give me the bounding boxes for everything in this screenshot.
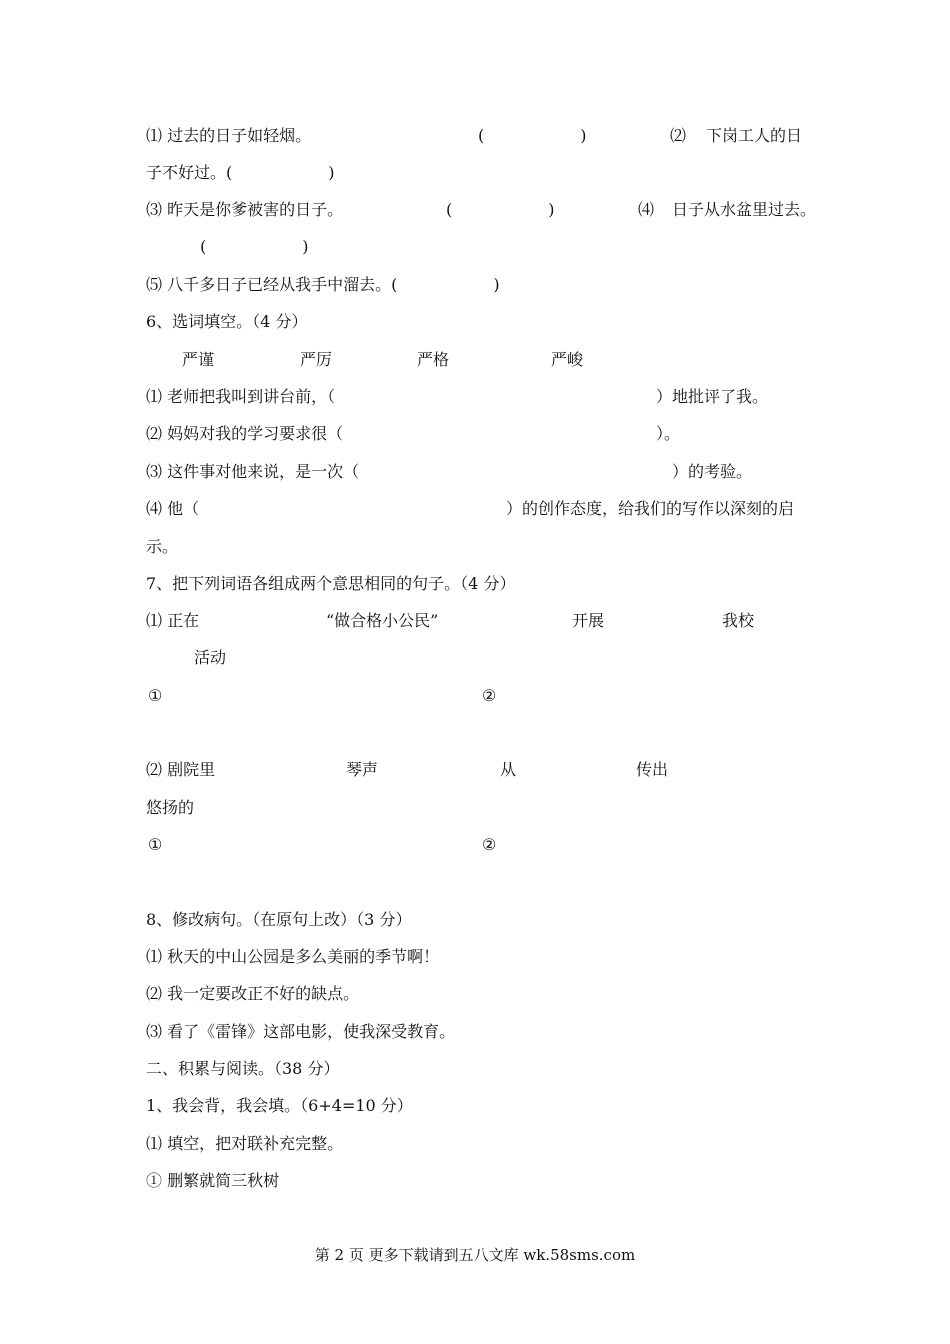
q7-g1-word: 开展 — [572, 611, 605, 630]
q6-s3-start: ⑶ 这件事对他来说，是一次（ — [146, 462, 360, 481]
q6-s4-cont: 示。 — [146, 537, 179, 556]
q8-sentence-3: ⑶ 看了《雷锋》这部电影，使我深受教育。 — [146, 1022, 456, 1041]
part2-q1-sub1: ⑴ 填空，把对联补充完整。 — [146, 1134, 344, 1153]
q7-g1-answer-2[interactable]: ② — [482, 686, 497, 705]
q6-word-option: 严厉 — [300, 350, 333, 369]
page-footer: 第 2 页 更多下载请到五八文库 wk.58sms.com — [314, 1246, 636, 1264]
q7-g1-word: 活动 — [194, 648, 227, 667]
q5-item2-text: 下岗工人的日 — [706, 126, 803, 145]
q7-heading: 7、把下列词语各组成两个意思相同的句子。（4 分） — [146, 574, 516, 593]
q6-s1-end: ）地批评了我。 — [656, 387, 769, 406]
q6-s4-end: ）的创作态度，给我们的写作以深刻的启 — [506, 499, 795, 518]
q8-sentence-1: ⑴ 秋天的中山公园是多么美丽的季节啊！ — [146, 947, 440, 966]
part2-heading: 二、积累与阅读。（38 分） — [146, 1059, 340, 1078]
q7-g1-answer-1[interactable]: ① — [148, 686, 163, 705]
q6-s1-start: ⑴ 老师把我叫到讲台前，（ — [146, 387, 336, 406]
q6-heading: 6、选词填空。（4 分） — [146, 312, 308, 331]
q6-s2-end: ）。 — [656, 424, 681, 443]
q7-g1-word: ⑴ 正在 — [146, 611, 200, 630]
q7-g2-word: 传出 — [636, 760, 669, 779]
q6-s3-end: ）的考验。 — [672, 462, 753, 481]
q5-item3-text: ⑶ 昨天是你爹被害的日子。 — [146, 200, 344, 219]
q7-g2-answer-2[interactable]: ② — [482, 835, 497, 854]
q8-sentence-2: ⑵ 我一定要改正不好的缺点。 — [146, 984, 360, 1003]
q7-g2-word: 琴声 — [346, 760, 379, 779]
part2-q1-line1: ① 删繁就简三秋树 — [146, 1171, 280, 1190]
q5-item1-blank[interactable]: ( ) — [478, 126, 587, 145]
q5-item4-text: 日子从水盆里过去。 — [672, 200, 817, 219]
q5-item4-num: ⑷ — [638, 200, 655, 219]
q5-item1-text: ⑴ 过去的日子如轻烟。 — [146, 126, 312, 145]
q7-g2-answer-1[interactable]: ① — [148, 835, 163, 854]
q5-item4-blank[interactable]: ( ) — [200, 237, 309, 256]
q5-item5: ⑸ 八千多日子已经从我手中溜去。( ) — [146, 275, 500, 294]
q7-g2-word: ⑵ 剧院里 — [146, 760, 216, 779]
q7-g1-word: “做合格小公民” — [326, 611, 439, 630]
q7-g1-word: 我校 — [722, 611, 755, 630]
q5-item2-num: ⑵ — [670, 126, 687, 145]
q6-s4-start: ⑷ 他（ — [146, 499, 200, 518]
q6-s2-start: ⑵ 妈妈对我的学习要求很（ — [146, 424, 344, 443]
q5-item2-cont: 子不好过。( ) — [146, 163, 335, 182]
q6-word-option: 严峻 — [551, 350, 584, 369]
q7-g2-word: 悠扬的 — [146, 798, 195, 817]
q6-word-option: 严格 — [417, 350, 450, 369]
q6-word-option: 严谨 — [182, 350, 215, 369]
q5-item3-blank[interactable]: ( ) — [446, 200, 555, 219]
q7-g2-word: 从 — [500, 760, 517, 779]
part2-q1-heading: 1、我会背，我会填。（6+4=10 分） — [146, 1096, 413, 1115]
q8-heading: 8、修改病句。（在原句上改）（3 分） — [146, 910, 412, 929]
